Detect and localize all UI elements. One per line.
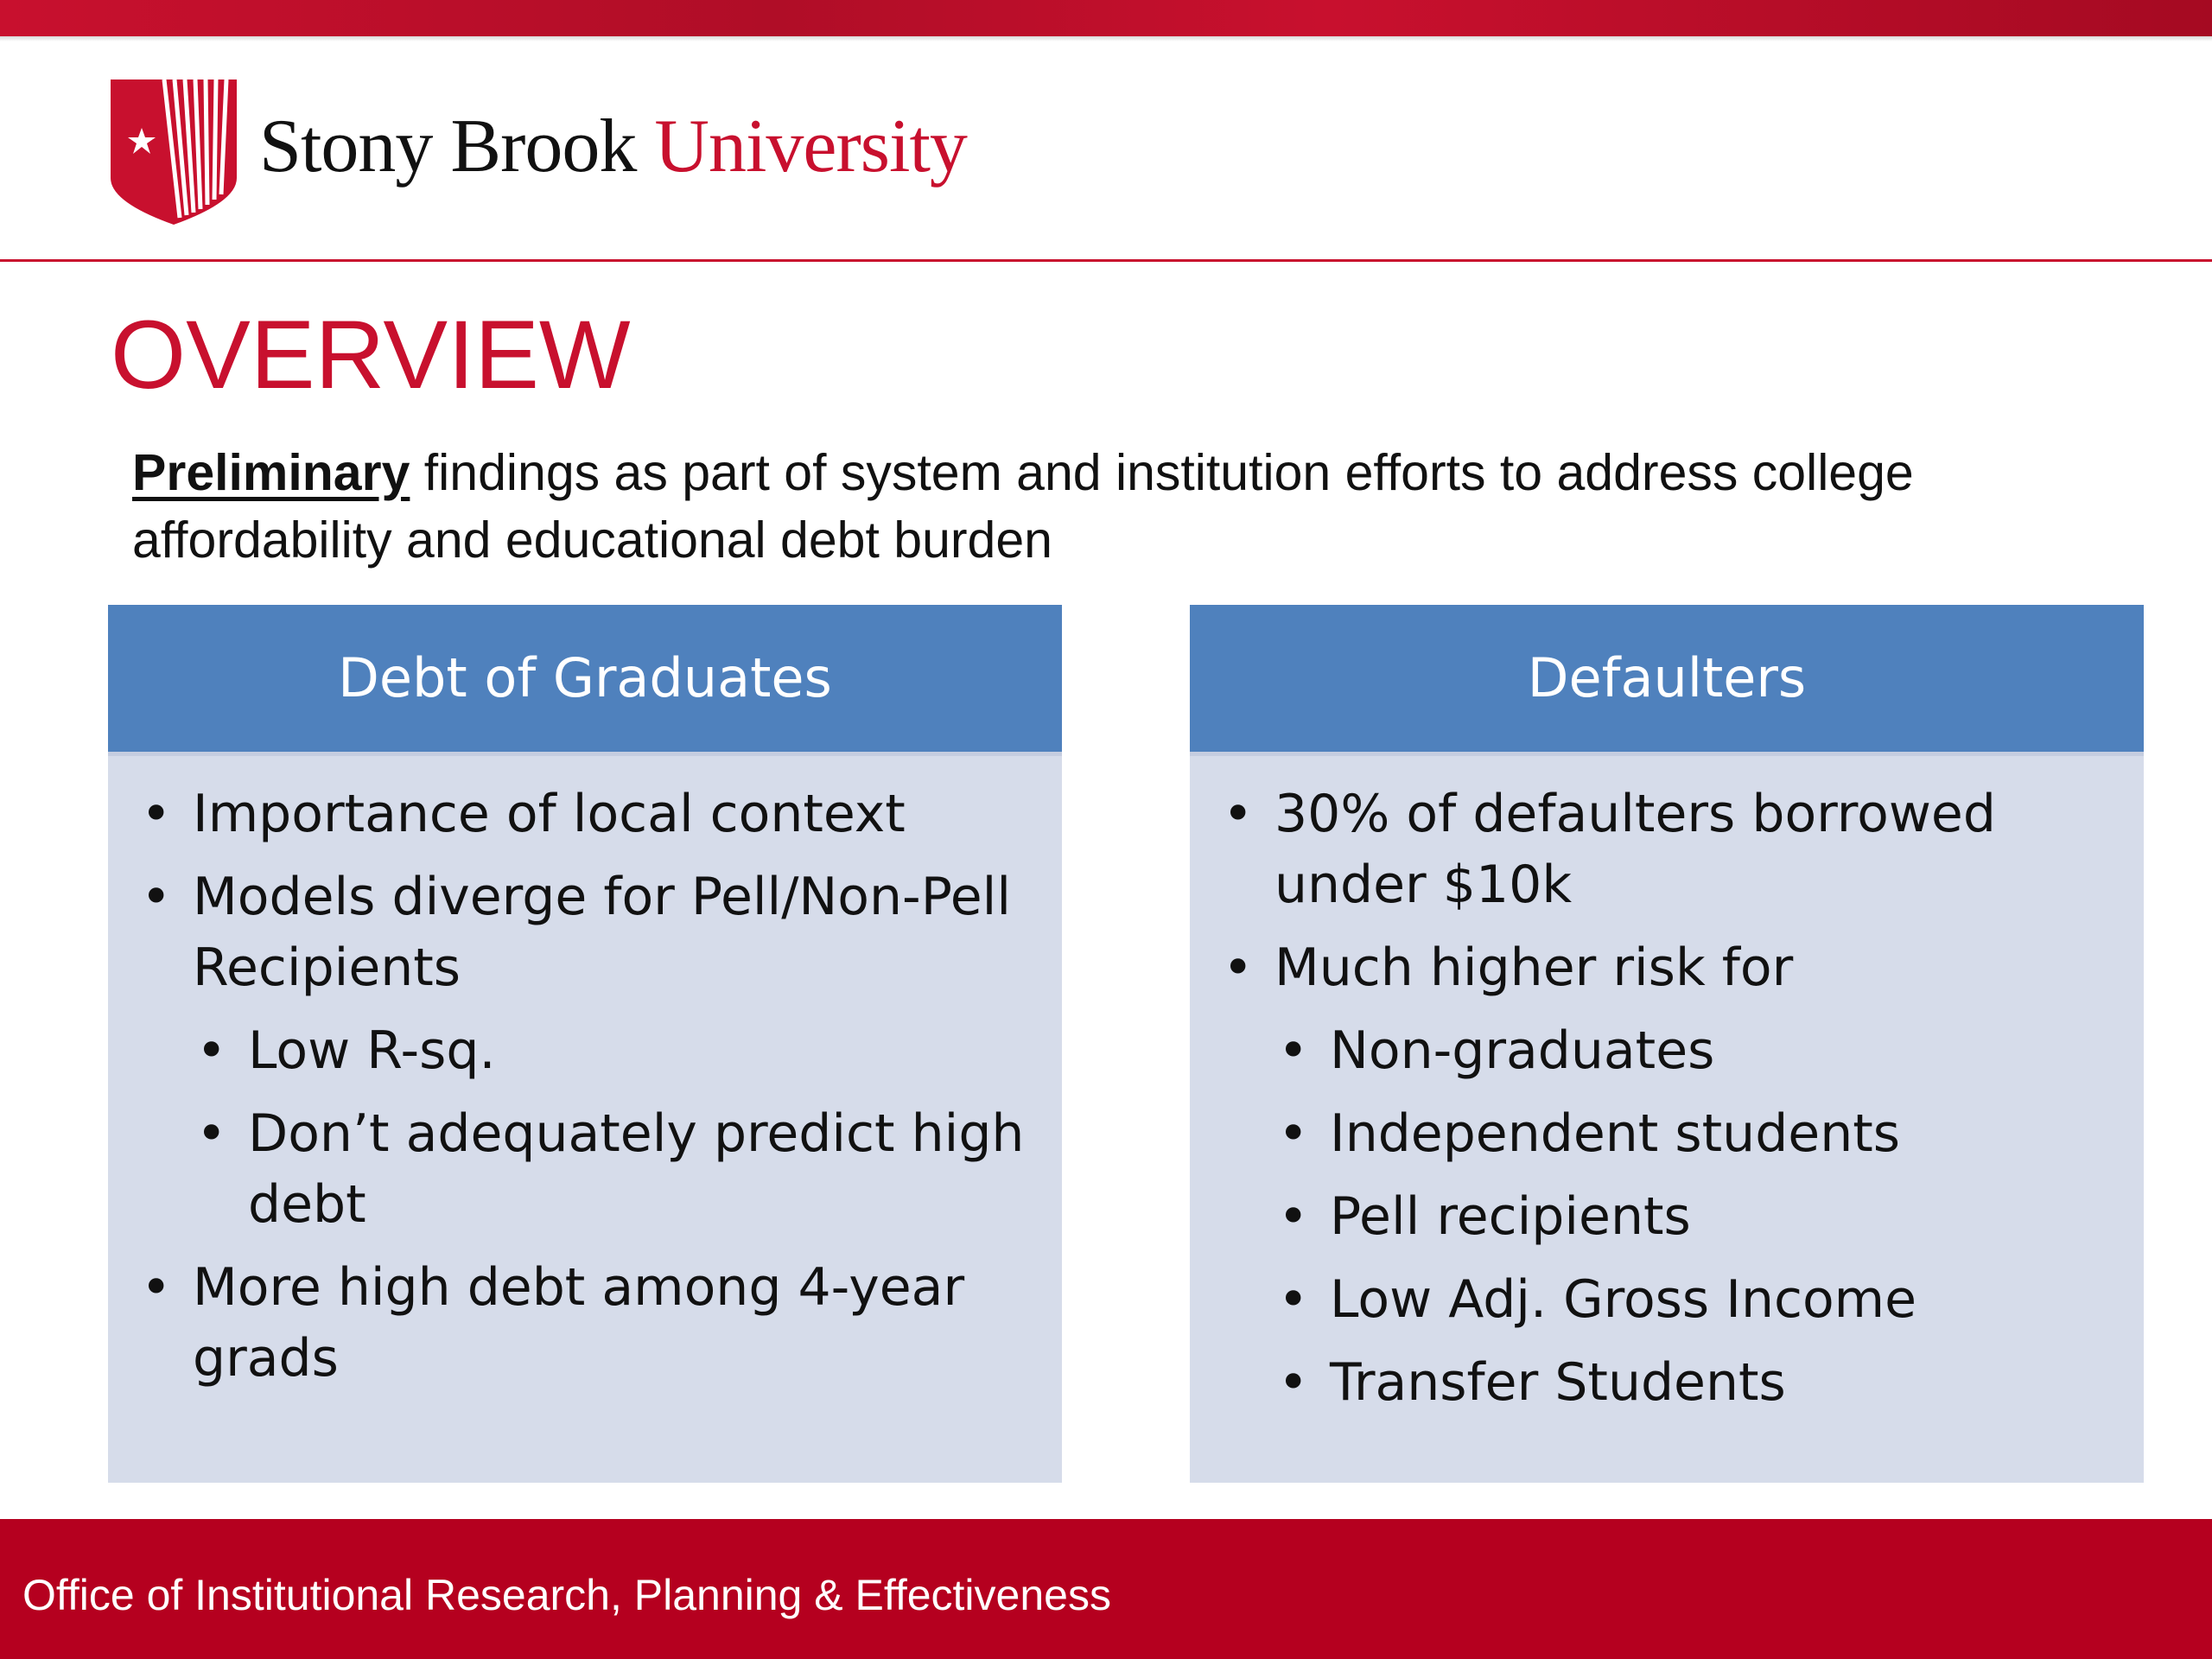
bullet-icon: • [141, 1257, 172, 1318]
panel-heading: Defaulters [1190, 605, 2144, 752]
list-item-text: More high debt among 4-year grads [193, 1257, 965, 1389]
panel-defaulters [1190, 605, 2144, 1483]
list-item-text: Low Adj. Gross Income [1330, 1269, 1917, 1330]
bullet-icon: • [196, 1103, 227, 1164]
stony-brook-shield-icon [111, 73, 237, 225]
list-item [1190, 779, 2109, 920]
list-item [108, 1252, 1027, 1394]
list-item-text: Don’t adequately predict high debt [248, 1103, 1025, 1235]
list-subitem [108, 1015, 1027, 1086]
list-item-text: Pell recipients [1330, 1186, 1691, 1247]
intro-text: findings as part of system and institution efforts to address college affordability and educational debt burden [132, 444, 1914, 569]
list-item-text: Low R-sq. [248, 1020, 496, 1081]
bullet-icon: • [141, 867, 172, 927]
list-subitem [1190, 1015, 2109, 1086]
top-bar-shadow [0, 36, 2212, 41]
university-logo [111, 73, 1027, 225]
list-item-text: Importance of local context [193, 784, 906, 844]
list-subitem [1190, 1181, 2109, 1252]
panel-debt-of-graduates [108, 605, 1062, 1483]
bullet-icon: • [1223, 784, 1254, 844]
list-item-text: Models diverge for Pell/Non-Pell Recipients [193, 867, 1011, 998]
list-item-text: Independent students [1330, 1103, 1900, 1164]
university-wordmark [259, 104, 967, 190]
list-subitem [1190, 1347, 2109, 1418]
bullet-icon: • [1278, 1186, 1309, 1247]
bullet-list [108, 756, 1062, 1394]
intro-emphasis: Preliminary [132, 444, 410, 501]
bullet-icon: • [141, 784, 172, 844]
wordmark-stony-brook: Stony Brook [259, 105, 637, 188]
list-subitem [108, 1098, 1027, 1240]
list-item [108, 861, 1027, 1003]
bullet-icon: • [1278, 1020, 1309, 1081]
bullet-icon: • [1278, 1269, 1309, 1330]
list-subitem [1190, 1098, 2109, 1169]
wordmark-university: University [654, 105, 967, 188]
top-accent-bar [0, 0, 2212, 36]
list-item-text: Much higher risk for [1274, 938, 1794, 998]
header-divider [0, 259, 2212, 262]
footer-office-name: Office of Institutional Research, Planning & Effectiveness [22, 1571, 1111, 1619]
bullet-icon: • [1278, 1103, 1309, 1164]
bullet-icon: • [1223, 938, 1254, 998]
bullet-icon: • [1278, 1352, 1309, 1413]
list-item-text: Transfer Students [1330, 1352, 1786, 1413]
list-item-text: 30% of defaulters borrowed under $10k [1274, 784, 1996, 915]
slide-title: OVERVIEW [111, 301, 631, 409]
bullet-icon: • [196, 1020, 227, 1081]
panel-heading: Debt of Graduates [108, 605, 1062, 752]
footer-bar [0, 1519, 2212, 1659]
intro-paragraph [132, 439, 2120, 574]
list-item [1190, 932, 2109, 1003]
list-item [108, 779, 1027, 849]
list-subitem [1190, 1264, 2109, 1335]
bullet-list [1190, 756, 2144, 1418]
list-item-text: Non-graduates [1330, 1020, 1715, 1081]
